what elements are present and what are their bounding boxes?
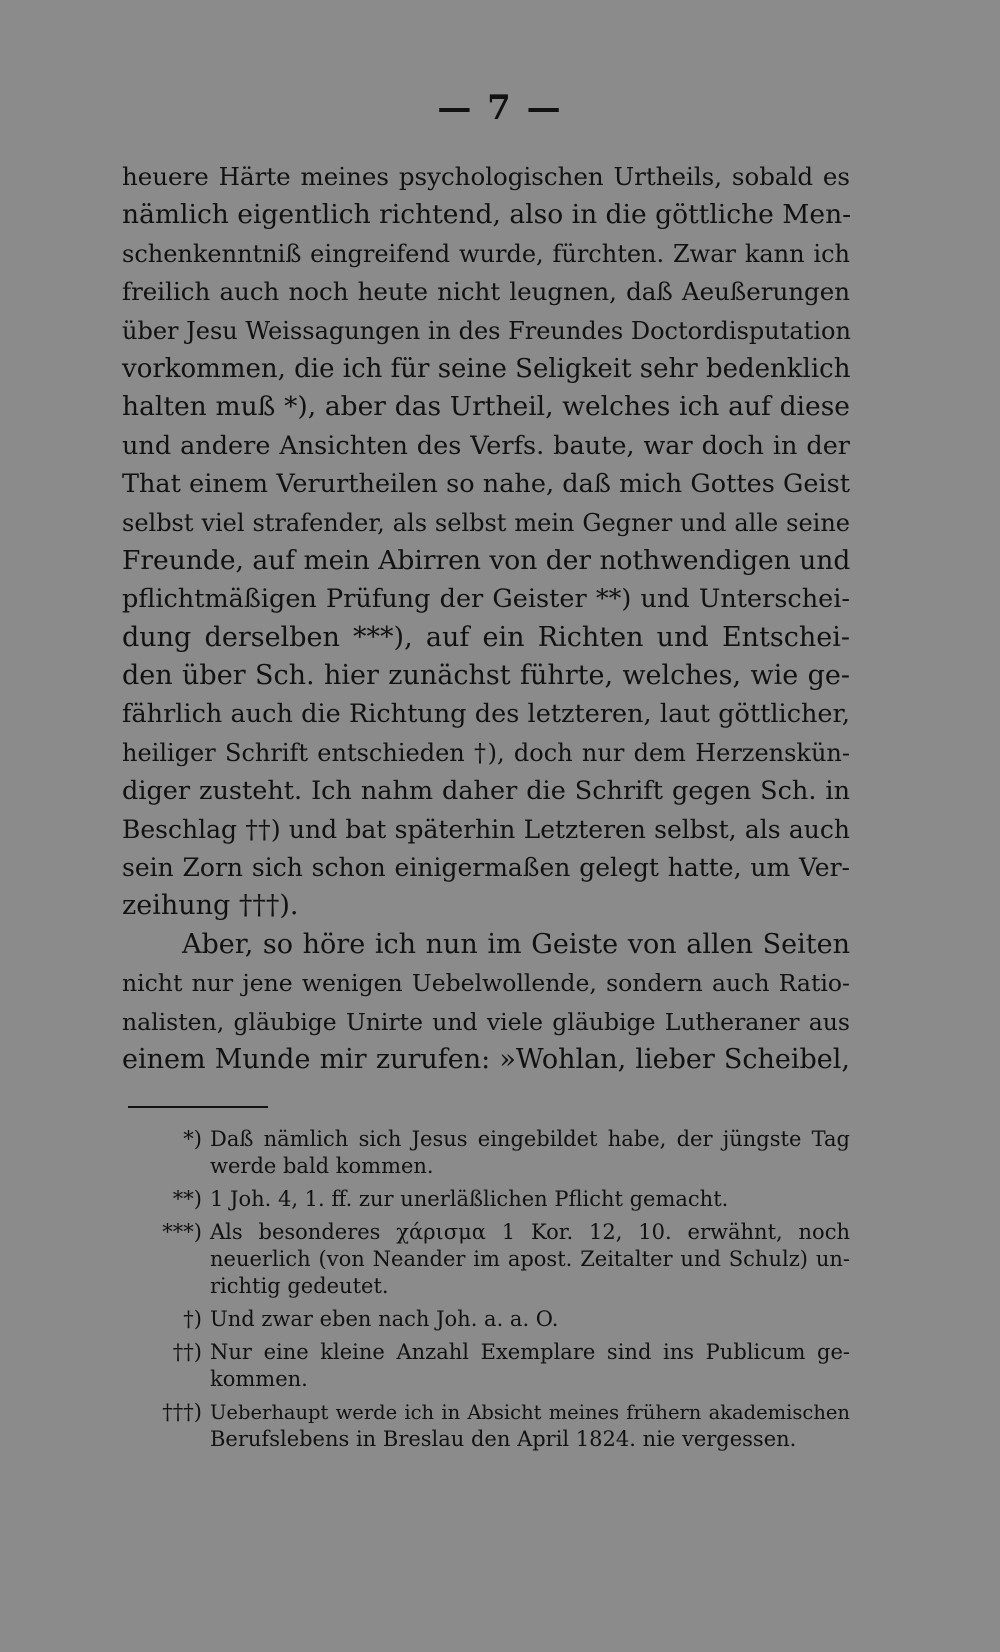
footnotes — [130, 1126, 850, 1459]
footnote-marker: ††) — [172, 1340, 202, 1364]
footnote-line: Daß nämlich sich Jesus eingebildet habe, der jüngste Tag — [210, 1127, 850, 1151]
text-line: nicht nur jene wenigen Uebelwollende, sondern auch Ratio- — [122, 969, 850, 998]
footnote-line: Ueberhaupt werde ich in Absicht meines frühern akademischen — [210, 1401, 850, 1424]
text-line: That einem Verurtheilen so nahe, daß mich Gottes Geist — [122, 469, 850, 500]
text-line: über Jesu Weissagungen in des Freundes Doctordisputation — [122, 316, 851, 345]
text-line: nalisten, gläubige Unirte und viele gläubige Lutheraner aus — [122, 1007, 850, 1036]
footnote-line: werde bald kommen. — [210, 1154, 434, 1178]
footnote-5 — [130, 1339, 850, 1393]
text-line: freilich auch noch heute nicht leugnen, daß Aeußerungen — [122, 277, 850, 307]
text-line: Aber, so höre ich nun im Geiste von allen Seiten — [182, 928, 850, 960]
footnote-line: Und zwar eben nach Joh. a. a. O. — [210, 1307, 559, 1331]
footnote-line: kommen. — [210, 1367, 308, 1391]
footnote-6 — [130, 1399, 850, 1453]
footnote-line: 1 Joh. 4, 1. ff. zur unerläßlichen Pflicht gemacht. — [210, 1187, 729, 1211]
footnote-line: Nur eine kleine Anzahl Exemplare sind ins Publicum ge- — [210, 1340, 850, 1364]
main-text — [122, 158, 850, 1079]
footnote-marker: †††) — [162, 1400, 202, 1424]
text-line: einem Munde mir zurufen: »Wohlan, lieber Scheibel, — [122, 1043, 850, 1075]
text-line: pflichtmäßigen Prüfung der Geister **) und Unterschei- — [122, 584, 850, 615]
footnote-marker: **) — [172, 1187, 202, 1211]
footnote-line: Als besonderes χάρισμα 1 Kor. 12, 10. erwähnt, noch — [210, 1220, 850, 1244]
text-line: fährlich auch die Richtung des letzteren, laut göttlicher, — [122, 699, 850, 730]
footnote-2 — [130, 1186, 850, 1213]
text-line: schenkenntniß eingreifend wurde, fürchten. Zwar kann ich — [122, 239, 850, 268]
page-number: — 7 — — [437, 88, 563, 128]
text-line: halten muß *), aber das Urtheil, welches ich auf diese — [122, 391, 850, 423]
text-line: heuere Härte meines psychologischen Urtheils, sobald es — [122, 162, 850, 191]
text-line: Beschlag ††) und bat späterhin Letzteren selbst, als auch — [122, 814, 850, 844]
footnote-divider — [128, 1106, 268, 1108]
text-line: dung derselben ***), auf ein Richten und Entschei- — [122, 621, 850, 653]
text-line: zeihung †††). — [122, 890, 299, 922]
text-line: und andere Ansichten des Verfs. baute, war doch in der — [122, 430, 850, 461]
footnote-3 — [130, 1219, 850, 1300]
footnote-1 — [130, 1126, 850, 1180]
footnote-line: Berufslebens in Breslau den April 1824. nie vergessen. — [210, 1427, 797, 1451]
text-line: heiliger Schrift entschieden †), doch nur dem Herzenskün- — [122, 738, 850, 767]
text-line: selbst viel strafender, als selbst mein Gegner und alle seine — [122, 508, 850, 537]
text-line: vorkommen, die ich für seine Seligkeit sehr bedenklich — [122, 353, 851, 384]
text-line: Freunde, auf mein Abirren von der nothwendigen und — [122, 544, 851, 576]
text-line: diger zusteht. Ich nahm daher die Schrift gegen Sch. in — [122, 776, 850, 807]
footnote-marker: †) — [183, 1307, 202, 1331]
text-line: den über Sch. hier zunächst führte, welches, wie ge- — [122, 660, 850, 692]
text-line: nämlich eigentlich richtend, also in die göttliche Men- — [122, 199, 852, 231]
footnote-line: richtig gedeutet. — [210, 1274, 389, 1298]
footnote-marker: ***) — [162, 1220, 202, 1244]
text-line: sein Zorn sich schon einigermaßen gelegt hatte, um Ver- — [122, 853, 850, 883]
footnote-line: neuerlich (von Neander im apost. Zeitalter und Schulz) un- — [210, 1247, 850, 1271]
footnote-marker: *) — [183, 1127, 202, 1151]
footnote-4 — [130, 1306, 850, 1333]
